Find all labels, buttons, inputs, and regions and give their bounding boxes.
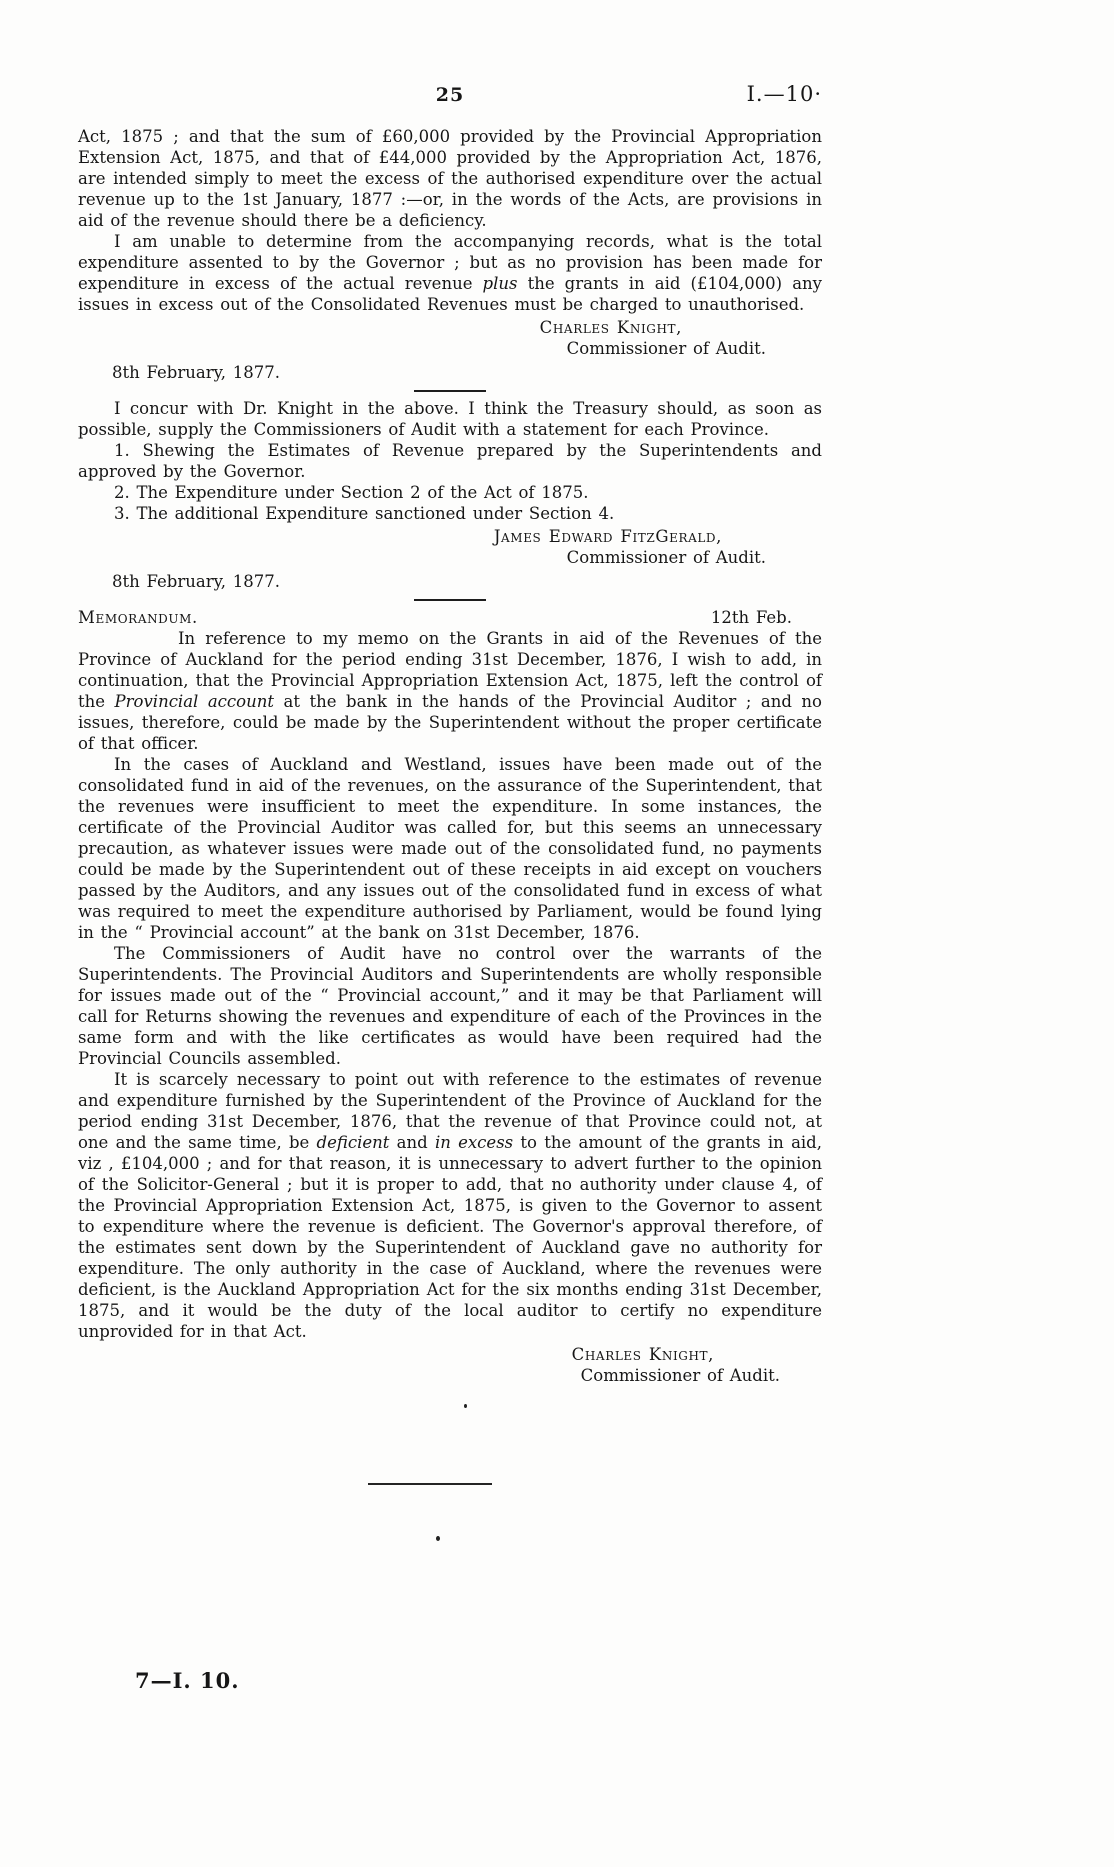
signature-block — [78, 317, 822, 359]
ink-speck — [436, 1536, 440, 1541]
signature-block — [78, 1344, 822, 1386]
signature-title: Commissioner of Audit. — [580, 1366, 780, 1385]
signature-block — [78, 526, 822, 568]
paragraph: The Commissioners of Audit have no control over the warrants of the Superintendents. The Provincial Auditors and Superintendents are wholly responsible for issues made out of the “ Provincial account,” and it may be that Parliament will call for Returns showing the revenues and expenditure of each of the Provinces in the same form and with the like certificates as would have been required had the Provincial Councils assembled. — [78, 944, 822, 1068]
date-line: 8th February, 1877. — [112, 363, 280, 382]
footer-imprint: 7—I. 10. — [135, 1668, 240, 1693]
list-item: 3. The additional Expenditure sanctioned under Section 4. — [114, 504, 615, 523]
memorandum-header-row — [78, 607, 822, 628]
paragraph: I concur with Dr. Knight in the above. I think the Treasury should, as soon as possible, supply the Commissioners of Audit with a statement for each Province. — [78, 399, 822, 439]
paragraph: It is scarcely necessary to point out with reference to the estimates of revenue and expenditure furnished by the Superintendent of the Province of Auckland for the period ending 31st December, 1876, that the revenue of that Province could not, at one and the same time, be deficient and in excess to the amount of the grants in aid, viz , £104,000 ; and for that reason, it is unnecessary to advert further to the opinion of the Solicitor-General ; but it is proper to add, that no authority under clause 4, of the Provincial Appropriation Extension Act, 1875, is given to the Governor to assent to expenditure where the revenue is deficient. The Governor's approval therefore, of the estimates sent down by the Superintendent of Auckland gave no authority for expenditure. The only authority in the case of Auckland, where the revenues were deficient, is the Auckland Appropriation Act for the six months ending 31st December, 1875, and it would be the duty of the local auditor to certify no expenditure unprovided for in that Act. — [78, 1070, 822, 1341]
list-item: 2. The Expenditure under Section 2 of the Act of 1875. — [114, 483, 589, 502]
paragraph: In reference to my memo on the Grants in aid of the Revenues of the Province of Auckland for the period ending 31st December, 1876, I wish to add, in continuation, that the Provincial Appropriation Extension Act, 1875, left the control of the Provincial account at the bank in the hands of the Provincial Auditor ; and no issues, therefore, could be made by the Superintendent without the proper certificate of that officer. — [78, 629, 822, 753]
section-divider — [414, 599, 486, 601]
memorandum-heading: Memorandum. — [78, 608, 198, 627]
paragraph: I am unable to determine from the accompanying records, what is the total expenditure assented to by the Governor ; but as no provision has been made for expenditure in excess of the actual revenue plus the grants in aid (£104,000) any issues in excess out of the Consolidated Revenues must be charged to unauthorised. — [78, 232, 822, 314]
running-head — [78, 84, 822, 110]
paragraph-continuation: Act, 1875 ; and that the sum of £60,000 provided by the Provincial Appropriation Extension Act, 1875, and that of £44,000 provided by the Appropriation Act, 1876, are intended simply to meet the excess of the authorised expenditure over the actual revenue up to the 1st January, 1877 :—or, in the words of the Acts, are provisions in aid of the revenue should there be a deficiency. — [78, 127, 822, 230]
signature-title: Commissioner of Audit. — [566, 548, 766, 567]
signature-name: Charles Knight, — [571, 1345, 714, 1364]
end-divider — [368, 1483, 492, 1485]
signature-name: Charles Knight, — [539, 318, 682, 337]
ink-speck — [464, 1404, 467, 1408]
signature-name: James Edward FitzGerald, — [493, 527, 722, 546]
section-divider — [414, 390, 486, 392]
document-reference: I.—10· — [746, 82, 822, 106]
memorandum-date: 12th Feb. — [710, 608, 792, 627]
date-line: 8th February, 1877. — [112, 572, 280, 591]
paragraph: In the cases of Auckland and Westland, issues have been made out of the consolidated fund in aid of the revenues, on the assurance of the Superintendent, that the revenues were insufficient to meet the expenditure. In some instances, the certificate of the Provincial Auditor was called for, but this seems an unnecessary precaution, as whatever issues were made out of the consolidated fund, no payments could be made by the Superintendent out of these receipts in aid except on vouchers passed by the Auditors, and any issues out of the consolidated fund in excess of what was required to meet the expenditure authorised by Parliament, would be found lying in the “ Provincial account” at the bank on 31st December, 1876. — [78, 755, 822, 942]
signature-title: Commissioner of Audit. — [566, 339, 766, 358]
page-number: 25 — [435, 84, 465, 106]
text-column — [78, 126, 822, 1388]
list-item: 1. Shewing the Estimates of Revenue prepared by the Superintendents and approved by the Governor. — [78, 441, 822, 481]
